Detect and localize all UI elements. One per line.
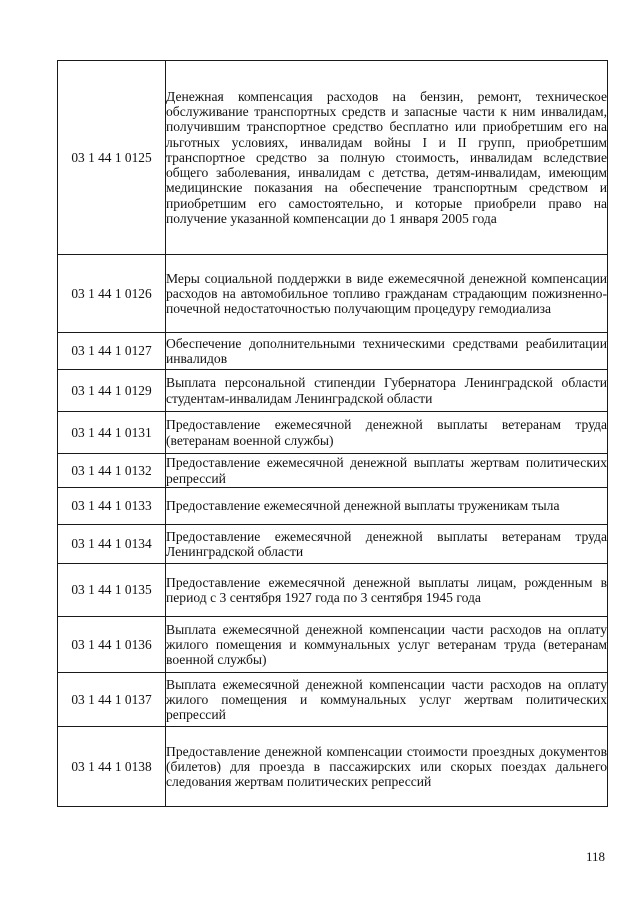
table-row	[58, 673, 608, 727]
description-cell: Выплата ежемесячной денежной компенсации части расходов на оплату жилого помещения и коммунальных услуг ветеранам труда (ветеранам военной службы)	[166, 617, 608, 673]
budget-classification-table	[57, 60, 608, 807]
description-cell: Обеспечение дополнительными техническими средствами реабилитации инвалидов	[166, 333, 608, 370]
table-row	[58, 370, 608, 412]
code-cell: 03 1 44 1 0138	[58, 727, 166, 807]
description-cell: Денежная компенсация расходов на бензин, ремонт, техническое обслуживание транспортных средств и запасные части к ним инвалидам, получившим транспортное средство бесплатно или приобретшим его на льготных условиях, инвалидам войны I и II групп, приобретшим транспортное средство за полную стоимость, инвалидам вследствие общего заболевания, инвалидам с детства, детям-инвалидам, имеющим медицинские показания на обеспечение транспортным средством и приобретшим его самостоятельно, и которые приобрели право на получение указанной компенсации до 1 января 2005 года	[166, 61, 608, 255]
code-cell: 03 1 44 1 0134	[58, 525, 166, 564]
code-cell: 03 1 44 1 0126	[58, 255, 166, 333]
table-body	[58, 61, 608, 807]
code-cell: 03 1 44 1 0132	[58, 454, 166, 488]
table-row	[58, 61, 608, 255]
description-cell: Предоставление ежемесячной денежной выплаты ветеранам труда Ленинградской области	[166, 525, 608, 564]
description-cell: Предоставление ежемесячной денежной выплаты жертвам политических репрессий	[166, 455, 607, 486]
code-cell: 03 1 44 1 0129	[58, 370, 166, 412]
code-cell: 03 1 44 1 0133	[58, 488, 166, 525]
description-cell: Предоставление денежной компенсации стоимости проездных документов (билетов) для проезда в пассажирских или скорых поездах дальнего следования жертвам политических репрессий	[166, 727, 608, 807]
table-row	[58, 617, 608, 673]
code-cell: 03 1 44 1 0136	[58, 617, 166, 673]
table-row	[58, 488, 608, 525]
code-cell: 03 1 44 1 0131	[58, 412, 166, 454]
table-row	[58, 564, 608, 617]
code-cell: 03 1 44 1 0127	[58, 333, 166, 370]
description-cell: Меры социальной поддержки в виде ежемесячной денежной компенсации расходов на автомобильное топливо гражданам страдающим пожизненно-почечной недостаточностью получающим процедуру гемодиализа	[166, 255, 608, 333]
description-cell: Выплата ежемесячной денежной компенсации части расходов на оплату жилого помещения и коммунальных услуг жертвам политических репрессий	[166, 673, 608, 727]
description-cell: Предоставление ежемесячной денежной выплаты ветеранам труда (ветеранам военной службы)	[166, 412, 608, 454]
description-cell: Предоставление ежемесячной денежной выплаты труженикам тыла	[166, 488, 608, 525]
description-cell: Выплата персональной стипендии Губернатора Ленинградской области студентам-инвалидам Ленинградской области	[166, 370, 608, 412]
code-cell: 03 1 44 1 0137	[58, 673, 166, 727]
description-cell: Предоставление ежемесячной денежной выплаты лицам, рожденным в период с 3 сентября 1927 года по 3 сентября 1945 года	[166, 564, 608, 617]
code-cell: 03 1 44 1 0135	[58, 564, 166, 617]
page-number: 118	[586, 849, 606, 864]
table-row	[58, 255, 608, 333]
table-row	[58, 454, 608, 488]
table-row	[58, 333, 608, 370]
code-cell: 03 1 44 1 0125	[58, 61, 166, 255]
table-row	[58, 727, 608, 807]
table-row	[58, 412, 608, 454]
table-row	[58, 525, 608, 564]
